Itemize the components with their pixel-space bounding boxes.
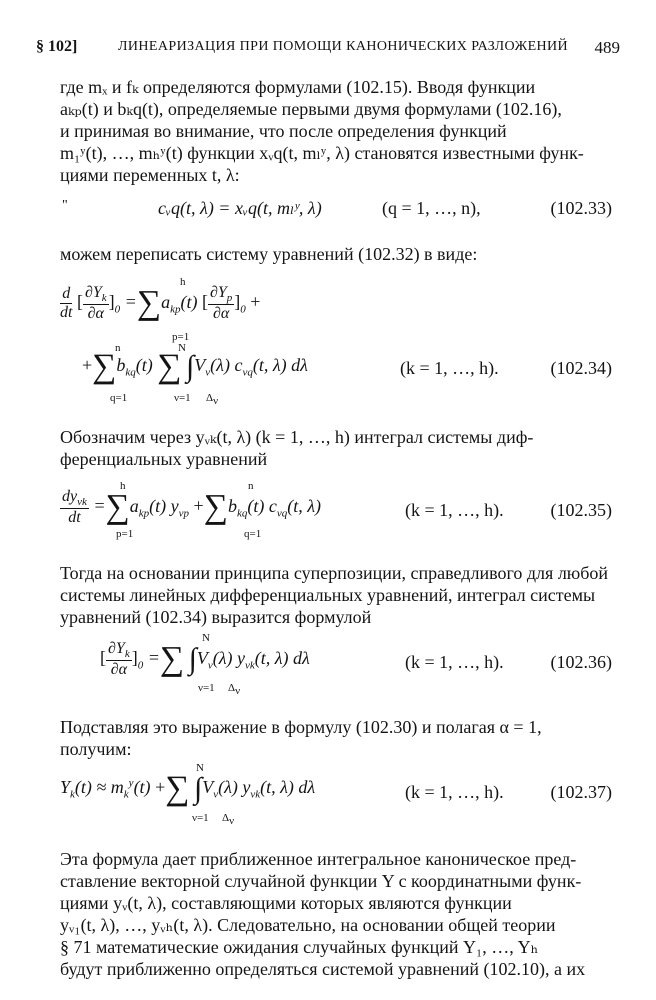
equation-102-34-line-2 — [60, 342, 612, 408]
text-line: Обозначим через yᵥₖ(t, λ) (k = 1, …, h) интеграл системы диф- — [60, 427, 534, 447]
chapter-title: ЛИНЕАРИЗАЦИЯ ПРИ ПОМОЩИ КАНОНИЧЕСКИХ РАЗЛОЖЕНИЙ — [118, 39, 569, 54]
sum-upper-limit: N — [178, 342, 186, 354]
equation-number: (102.37) — [550, 782, 612, 802]
equation-102-34-line-1 — [60, 276, 612, 346]
text-line: циями переменных t, λ: — [60, 165, 240, 185]
text-line: ставление векторной случайной функции Y с координатными функ- — [60, 871, 582, 891]
sum-upper-limit: n — [248, 480, 254, 492]
text-line: и принимая во внимание, что после определения функций — [60, 121, 507, 141]
paragraph-4 — [60, 562, 612, 628]
equation-number: (102.34) — [550, 358, 612, 378]
text-line: можем переписать систему уравнений (102.32) в виде: — [60, 244, 478, 264]
paragraph-6 — [60, 848, 612, 980]
sum-lower-limit: q=1 — [244, 528, 262, 540]
equation-condition: (k = 1, …, h). — [405, 782, 504, 802]
sum-lower-limit: q=1 — [110, 392, 128, 404]
equation-formula: cᵥq(t, λ) = xᵥq(t, mₗʸ, λ) — [158, 198, 322, 218]
text-line: циями yᵥ(t, λ), составляющими которых являются функции — [60, 893, 512, 913]
equation-formula: $+\sum b_{kq}(t)$ ∑ $\int V_\nu(\lambda)$ $c_{\nu q}(t$, λ) dλ — [82, 348, 308, 385]
sum-lower-limit: ν=1 — [198, 682, 215, 694]
equation-102-35 — [60, 480, 612, 546]
equation-102-33 — [60, 196, 612, 226]
section-number: § 102] — [36, 38, 78, 55]
sum-lower-limit: ν=1 — [174, 392, 191, 404]
equation-condition: (k = 1, …, h). — [405, 652, 504, 672]
sum-lower-limit: ν=1 — [192, 812, 209, 824]
integral-domain: $\Delta_\nu$ — [222, 812, 235, 828]
sum-lower-limit: p=1 — [116, 528, 134, 540]
integral-domain: $\Delta_\nu$ — [228, 682, 241, 698]
equation-formula: $Y_k(t) \approx m_k^y(t)$ +∑ $\int V_\nu(\lambda)$ $y_{\nu k}(t$, λ) dλ — [60, 770, 316, 807]
equation-condition: (k = 1, …, h). — [400, 358, 499, 378]
paragraph-3 — [60, 426, 612, 470]
text-line: получим: — [60, 739, 132, 759]
equation-number: (102.35) — [550, 500, 612, 520]
equation-formula: [ $\frac{\partial Y_k}{\partial\alpha}$ ]$_0$ =∑ $\int V_\nu(\lambda)$ $y_{\nu k}(t$, λ) dλ — [100, 640, 310, 679]
sum-upper-limit: h — [120, 480, 126, 492]
paragraph-5 — [60, 716, 612, 760]
sum-upper-limit: N — [196, 762, 204, 774]
text-line: ференциальных уравнений — [60, 449, 268, 469]
equation-102-37 — [60, 762, 612, 828]
text-line: m₁ʸ(t), …, mₕʸ(t) функции xᵥq(t, mₗʸ, λ) становятся известными функ- — [60, 143, 584, 163]
sum-lower-limit: p=1 — [172, 331, 190, 343]
paragraph-2 — [60, 243, 612, 265]
text-line: будут приближенно определяться системой уравнений (102.10), а их — [60, 959, 586, 979]
equation-formula: $\frac{d}{dt}$ [ $\frac{\partial Y_k}{\partial\alpha}$ ]$_0 =\sum a_{kp}(t)$ [ $\frac{\partial Y_p}{\partial\alpha}$ ]$_0$ + — [60, 284, 261, 323]
page-number: 489 — [594, 38, 620, 57]
text-line: уравнений (102.34) выразится формулой — [60, 607, 372, 627]
text-line: Эта формула дает приближенное интегральное каноническое пред- — [60, 849, 577, 869]
equation-condition: (q = 1, …, n), — [382, 198, 481, 218]
paragraph-1 — [60, 76, 612, 186]
equation-102-36 — [60, 632, 612, 698]
sum-upper-limit: n — [115, 342, 121, 354]
stray-mark: " — [62, 198, 68, 213]
text-line: yᵥ₁(t, λ), …, yᵥₕ(t, λ). Следовательно, на основании общей теории — [60, 915, 556, 935]
text-line: системы линейных дифференциальных уравнений, интеграл системы — [60, 585, 596, 605]
equation-number: (102.36) — [550, 652, 612, 672]
text-line: § 71 математические ожидания случайных функций Y₁, …, Yₕ — [60, 937, 539, 957]
text-line: aₖₚ(t) и bₖq(t), определяемые первыми двумя формулами (102.16), — [60, 99, 562, 119]
text-line: где mₓ и fₖ определяются формулами (102.15). Вводя функции — [60, 77, 536, 97]
equation-condition: (k = 1, …, h). — [405, 500, 504, 520]
integral-domain: $\Delta_\nu$ — [206, 392, 219, 408]
text-line: Подставляя это выражение в формулу (102.30) и полагая α = 1, — [60, 717, 542, 737]
sum-upper-limit: N — [202, 632, 210, 644]
text-line: Тогда на основании принципа суперпозиции, справедливого для любой — [60, 563, 609, 583]
sum-upper-limit: h — [180, 276, 186, 288]
equation-formula: $\frac{dy_{\nu k}}{dt}$ $=\sum a_{kp}(t)$ $y_{\nu p} +\sum b_{kq}(t)$ $c_{\nu q}(t$, λ) — [62, 488, 322, 527]
equation-number: (102.33) — [550, 198, 612, 218]
running-header — [36, 38, 620, 64]
